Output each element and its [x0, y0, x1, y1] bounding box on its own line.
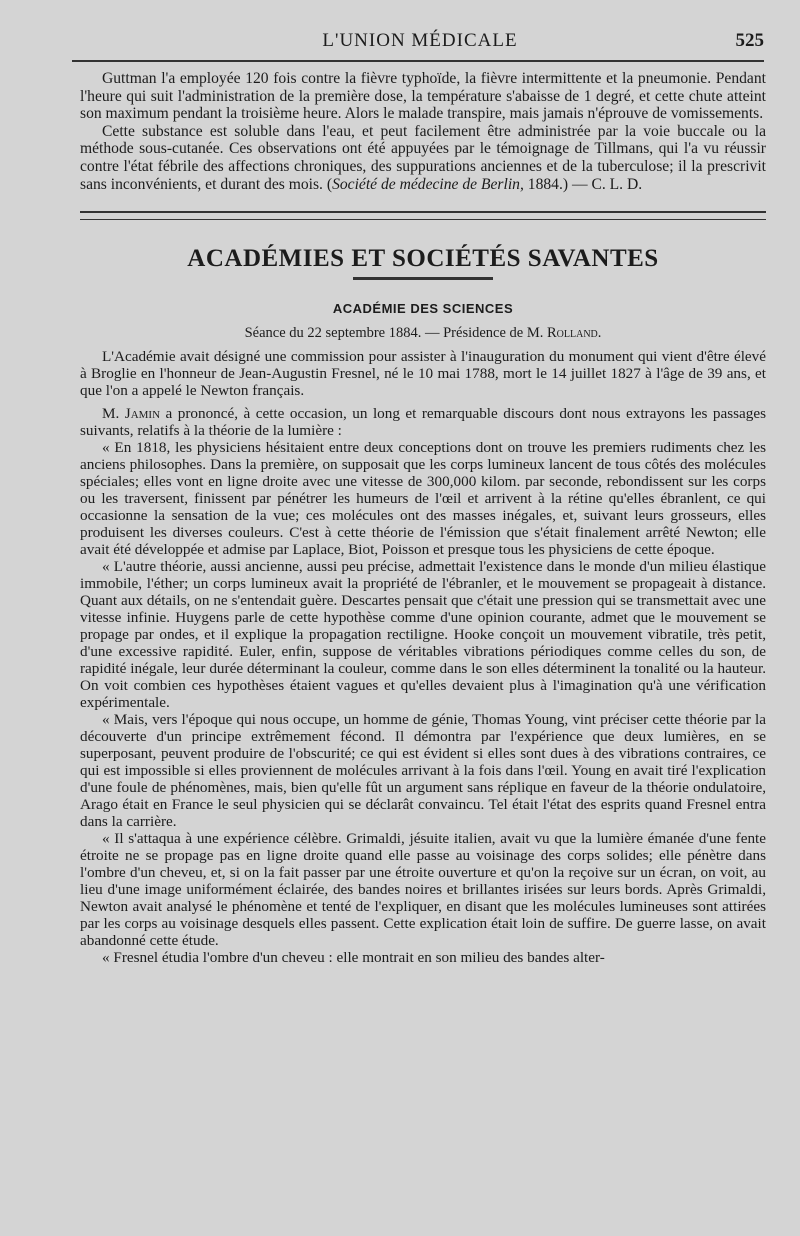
seance-line: [80, 325, 766, 342]
speaker-name: M. Jamin: [102, 405, 161, 423]
page-number: 525: [735, 30, 764, 51]
intro-paragraph-2-text: Cette substance est soluble dans l'eau, et peut facilement être administrée par la voie buccale ou la méthode sous-cutanée. Ces observations ont été appuyées par le témoignage de Tillmans, qui l'a vu réussir contre l'état fébrile des affections chroniques, des suppurations anciennes et de la tuberculose; il la prescrivit sans inconvénients, et durant des mois. (: [80, 122, 766, 193]
header-rule: [72, 60, 764, 62]
intro-source: Société de médecine de Berlin,: [332, 175, 524, 193]
intro-signature: 1884.) — C. L. D.: [523, 175, 643, 193]
article-paragraph-5: « Mais, vers l'époque qui nous occupe, un homme de génie, Thomas Young, vint préciser cette théorie par la découverte d'un principe extrêmement fécond. Il démontra par l'expérience que deux lumières, en se superposant, peuvent produire de l'obscurité; ce qui est évident si elles sont dues à des vibrations contraires, ce qui est impossible si elles proviennent de molécules arrivant à la fois dans l'œil. Young en avait tiré l'explication d'une foule de phénomènes, mais, bien qu'elle fût un argument sans réplique en faveur de la théorie ondulatoire, Arago était en France le seul physicien qui se déclarât convaincu. Tel était l'état des esprits quand Fresnel entra dans la carrière.: [80, 711, 766, 831]
article-paragraph-2: [80, 405, 766, 439]
page-header: [70, 30, 770, 60]
article-paragraph-1: L'Académie avait désigné une commission pour assister à l'inauguration du monument qui vient d'être élevé à Broglie en l'honneur de Jean-Augustin Fresnel, né le 10 mai 1788, mort le 14 juillet 1827 à l'âge de 39 ans, et que l'on a appelé le Newton français.: [80, 348, 766, 400]
section-divider: [80, 211, 766, 220]
article-paragraph-2-text: a prononcé, à cette occasion, un long et remarquable discours dont nous extrayons les passages suivants, relatifs à la théorie de la lumière :: [80, 405, 766, 440]
subsection-title: ACADÉMIE DES SCIENCES: [332, 301, 514, 317]
section-title: ACADÉMIES ET SOCIÉTÉS SAVANTES: [187, 245, 659, 273]
running-title: L'UNION MÉDICALE: [322, 30, 518, 51]
intro-paragraph-1: Guttman l'a employée 120 fois contre la fièvre typhoïde, la fièvre intermittente et la pneumonie. Pendant l'heure qui suit l'administration de la première dose, la température s'abaisse de 1 degré, et cette chute atteint son maximum pendant la troisième heure. Alors le malade transpire, mais jamais n'éprouve de vomissements.: [80, 70, 766, 123]
page-body: [80, 70, 766, 966]
article-paragraph-4: « L'autre théorie, aussi ancienne, aussi peu précise, admettait l'existence dans le monde d'un milieu élastique immobile, l'éther; un corps lumineux avait la propriété de l'ébranler, et le mouvement se propageait à distance. Quant aux détails, on ne s'entendait guère. Descartes pensait que c'était une pression qui se transmettait avec une vitesse infinie. Huygens parle de cette hypothèse comme d'une opinion courante, admet que le mouvement se propage par ondes, et il explique la propagation rectiligne. Hooke conçoit un mouvement vibratile, très petit, d'une excessive rapidité. Euler, enfin, suppose de véritables vibrations périodiques comme celles du son, de rapidité inégale, leur durée déterminant la couleur, comme dans le son elles déterminent la tonalité ou la hauteur. On voit combien ces hypothèses étaient vagues et qu'elles devaient plus à l'imagination qu'à une vérification expérimentale.: [80, 558, 766, 712]
article-paragraph-3: « En 1818, les physiciens hésitaient entre deux conceptions dont on trouve les premiers rudiments chez les anciens philosophes. Dans la première, on supposait que les corps lumineux lancent de tous côtés des molécules spéciales; elles vont en ligne droite avec une vitesse de 300,000 kilom. par seconde, rebondissent sur les corps ou les traversent, finissent par pénétrer les humeurs de l'œil et arrivent à la rétine qu'elles ébranlent, ce qui occasionne la sensation de la vue; ces molécules ont des masses inégales, et, suivant leurs grosseurs, elles produisent les diverses couleurs. C'est à cette théorie de l'émission que s'était finalement arrêté Newton; elle avait été développée et admise par Laplace, Biot, Poisson et presque tous les physiciens de cette époque.: [80, 439, 766, 559]
intro-paragraph-2: [80, 123, 766, 193]
article-paragraph-6: « Il s'attaqua à une expérience célèbre. Grimaldi, jésuite italien, avait vu que la lumière émanée d'une fente étroite ne se propage pas en ligne droite quand elle passe au voisinage des corps solides; elle pénètre dans l'ombre d'un cheveu, et, si on la fait passer par une étroite ouverture et qu'on la reçoive sur un écran, on voit, au lieu d'une image uniformément éclairée, des bandes noires et brillantes irisées sur leurs bords. Après Grimaldi, Newton avait analysé le phénomène et tenté de l'expliquer, en disant que les molécules lumineuses sont attirées par les corps au voisinage desquels elles passent. Cette explication était loin de suffire. De guerre lasse, on avait abandonné cette étude.: [80, 830, 766, 950]
seance-text: Séance du 22 septembre 1884. — Présidence de: [244, 325, 527, 342]
article-paragraph-7: « Fresnel étudia l'ombre d'un cheveu : elle montrait en son milieu des bandes alter-: [102, 949, 605, 967]
title-rule: [353, 277, 493, 280]
president-name: M. Rolland.: [526, 325, 602, 342]
